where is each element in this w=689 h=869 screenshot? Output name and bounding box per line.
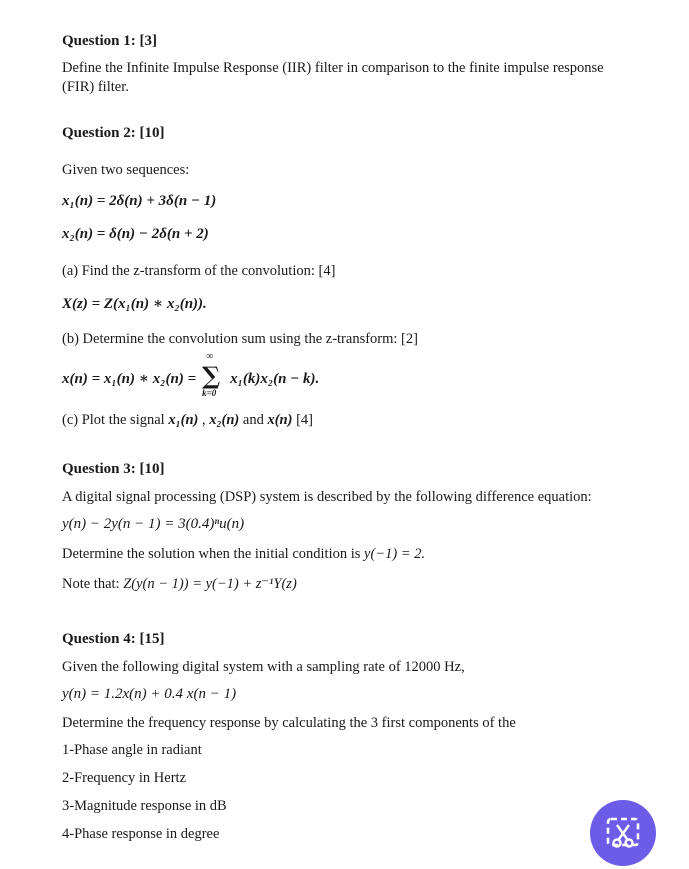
- q2-x2-equation: x₂(n) = δ(n) − 2δ(n + 2): [62, 226, 209, 242]
- sigma-glyph: ∑: [202, 361, 221, 390]
- q4-heading: Question 4: [15]: [62, 631, 165, 647]
- q1-heading: Question 1: [3]: [62, 33, 157, 49]
- q3-difference-equation: y(n) − 2y(n − 1) = 3(0.4)ⁿu(n): [62, 516, 245, 532]
- q1-line1: Define the Infinite Impulse Response (IIR) filter in comparison to the finite impulse response: [62, 60, 604, 76]
- q3-line1: A digital signal processing (DSP) system is described by the following difference equation:: [62, 489, 592, 505]
- scissors-crop-icon: [603, 813, 643, 853]
- q2-heading: Question 2: [10]: [62, 125, 165, 141]
- part-c-x: x(n): [267, 412, 293, 428]
- q2-xz-equation: X(z) = Z(x₁(n) ∗ x₂(n)).: [62, 296, 207, 312]
- q3-note-equation: Z(y(n − 1)) = y(−1) + z⁻¹Y(z): [123, 576, 297, 592]
- q2-part-b: (b) Determine the convolution sum using the z-transform: [2]: [62, 331, 418, 347]
- q4-item: 4-Phase response in degree: [62, 826, 220, 842]
- capture-button[interactable]: [590, 800, 656, 866]
- q3-note-label: Note that:: [62, 576, 124, 592]
- part-c-suffix: [4]: [292, 412, 313, 428]
- q2-part-a: (a) Find the z-transform of the convolution: [4]: [62, 263, 336, 279]
- q4-line2: Determine the frequency response by calculating the 3 first components of the: [62, 715, 516, 731]
- q4-line1: Given the following digital system with a sampling rate of 12000 Hz,: [62, 659, 465, 675]
- part-c-sep: ,: [198, 412, 210, 428]
- part-c-x2: x₂(n): [209, 412, 240, 428]
- q2-convolution-sum: [62, 351, 320, 398]
- q4-item: 2-Frequency in Hertz: [62, 770, 187, 786]
- part-c-prefix: (c) Plot the signal: [62, 412, 169, 428]
- part-c-x1: x₁(n): [168, 412, 199, 428]
- sum-upper-limit: ∞: [206, 351, 214, 362]
- sum-lhs: x(n) = x₁(n) ∗ x₂(n) =: [62, 371, 197, 387]
- sum-lower-limit: k=0: [202, 388, 217, 398]
- q1-text: [62, 59, 622, 97]
- q3-initial-condition: y(−1) = 2.: [364, 546, 426, 562]
- part-c-and: and: [239, 412, 268, 428]
- q4-item: 1-Phase angle in radiant: [62, 742, 202, 758]
- q4-system-equation: y(n) = 1.2x(n) + 0.4 x(n − 1): [62, 686, 237, 702]
- q2-intro: Given two sequences:: [62, 162, 190, 178]
- summation-symbol: [199, 351, 227, 398]
- q2-x1-equation: x₁(n) = 2δ(n) + 3δ(n − 1): [62, 193, 217, 209]
- q2-part-c: [62, 411, 622, 430]
- q3-note: [62, 575, 622, 594]
- q3-heading: Question 3: [10]: [62, 461, 165, 477]
- q3-line2-text: Determine the solution when the initial condition is: [62, 546, 365, 562]
- q3-line2: [62, 545, 622, 564]
- q4-item: 3-Magnitude response in dB: [62, 798, 227, 814]
- q1-line2: (FIR) filter.: [62, 79, 129, 95]
- sum-rhs: x₁(k)x₂(n − k).: [230, 371, 320, 387]
